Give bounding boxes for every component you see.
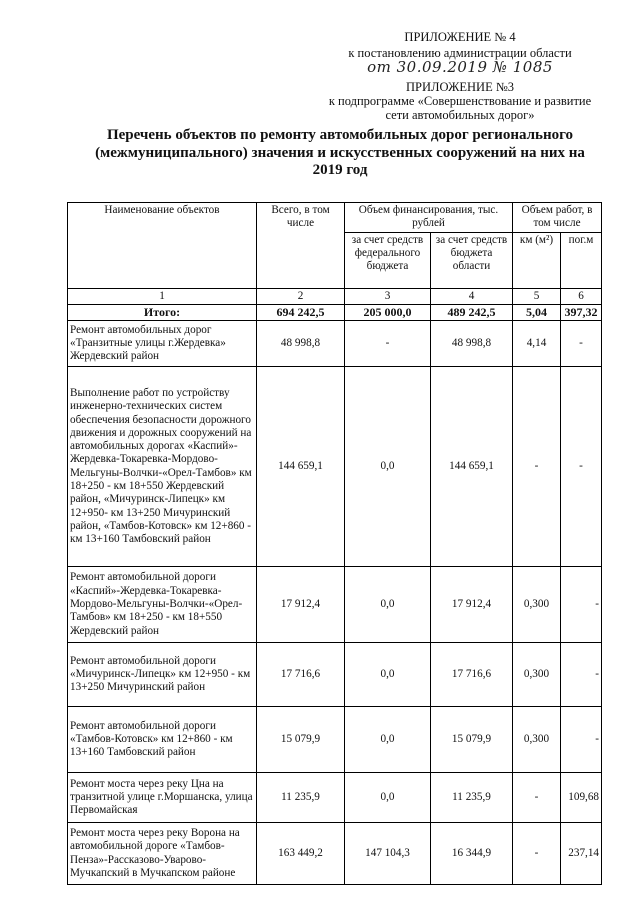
table-row [68, 367, 602, 567]
object-km: 4,14 [513, 321, 561, 367]
object-regional: 16 344,9 [431, 823, 513, 885]
total-label: Итого: [68, 304, 257, 320]
object-regional: 48 998,8 [431, 321, 513, 367]
object-linear-m: - [561, 643, 602, 707]
object-federal: 0,0 [345, 567, 431, 643]
column-numbers-row [68, 288, 602, 304]
object-name: Ремонт автомобильной дороги «Тамбов-Котовск» км 12+860 - км 13+160 Тамбовский район [68, 707, 257, 773]
objects-table [67, 202, 602, 885]
table-row [68, 643, 602, 707]
total-km: 5,04 [513, 304, 561, 320]
column-number: 4 [431, 288, 513, 304]
header-linear-m: пог.м [561, 232, 602, 288]
object-total: 17 716,6 [257, 643, 345, 707]
total-regional: 489 242,5 [431, 304, 513, 320]
handwritten-date-number: от 30.09.2019 № 1085 [367, 58, 553, 76]
subprogram-line-2: сети автомобильных дорог» [385, 108, 535, 122]
object-linear-m: - [561, 367, 602, 567]
column-number: 6 [561, 288, 602, 304]
header-federal: за счет средств федерального бюджета [345, 232, 431, 288]
header-km: км (м²) [513, 232, 561, 288]
table-row [68, 773, 602, 823]
object-km: 0,300 [513, 707, 561, 773]
table-row [68, 567, 602, 643]
object-km: - [513, 823, 561, 885]
object-km: - [513, 773, 561, 823]
object-linear-m: 109,68 [561, 773, 602, 823]
total-sum: 694 242,5 [257, 304, 345, 320]
object-total: 17 912,4 [257, 567, 345, 643]
object-federal: - [345, 321, 431, 367]
object-linear-m: - [561, 321, 602, 367]
object-federal: 0,0 [345, 643, 431, 707]
object-regional: 11 235,9 [431, 773, 513, 823]
object-total: 15 079,9 [257, 707, 345, 773]
column-number: 3 [345, 288, 431, 304]
total-linear-m: 397,32 [561, 304, 602, 320]
object-federal: 0,0 [345, 773, 431, 823]
object-regional: 17 716,6 [431, 643, 513, 707]
object-linear-m: - [561, 707, 602, 773]
header-regional: за счет средств бюджета области [431, 232, 513, 288]
column-number: 5 [513, 288, 561, 304]
appendix-4-heading: ПРИЛОЖЕНИЕ № 4 [404, 30, 516, 44]
object-federal: 0,0 [345, 367, 431, 567]
resolution-reference: к постановлению администрации области [348, 46, 572, 60]
object-name: Ремонт моста через реку Ворона на автомобильной дороге «Тамбов-Пенза»-Рассказово-Уварово-Мучкапский в Мучкапском районе [68, 823, 257, 885]
object-name: Ремонт автомобильной дороги «Каспий»-Жердевка-Токаревка-Мордово-Мельгуны-Волчки-«Орел-Тамбов» км 18+250 - км 18+550 Жердевский район [68, 567, 257, 643]
object-name: Ремонт автомобильной дороги «Мичуринск-Липецк» км 12+950 - км 13+250 Мичуринский район [68, 643, 257, 707]
object-total: 144 659,1 [257, 367, 345, 567]
table-row [68, 321, 602, 367]
subprogram-line-1: к подпрограмме «Совершенствование и развитие [328, 94, 592, 108]
header-name: Наименование объектов [68, 203, 257, 289]
column-number: 1 [68, 288, 257, 304]
object-linear-m: 237,14 [561, 823, 602, 885]
object-name: Ремонт моста через реку Цна на транзитной улице г.Моршанска, улица Первомайская [68, 773, 257, 823]
total-row [68, 304, 602, 320]
document-title: Перечень объектов по ремонту автомобильных дорог регионального (межмуниципального) значения и искусственных сооружений на них на 2019 год [95, 127, 585, 178]
header-total: Всего, в том числе [257, 203, 345, 289]
object-total: 163 449,2 [257, 823, 345, 885]
object-name: Выполнение работ по устройству инженерно-технических систем обеспечения безопасности дорожного движения и дорожных сооружений на автомобильных дорогах «Каспий»-Жердевка-Токаревка-Мордово-Мельгуны-Волчки-«Орел-Тамбов» км 18+250 - км 18+550 Жердевский район, «Мичуринск-Липецк» км 12+950- км 13+250 Мичуринский район, «Тамбов-Котовск» км 12+860 - км 13+160 Тамбовский район [68, 367, 257, 567]
header-financing: Объем финансирования, тыс. рублей [345, 203, 513, 233]
object-km: 0,300 [513, 567, 561, 643]
object-linear-m: - [561, 567, 602, 643]
appendix-3-heading: ПРИЛОЖЕНИЕ №3 [405, 80, 515, 94]
table-row [68, 707, 602, 773]
object-regional: 17 912,4 [431, 567, 513, 643]
object-km: - [513, 367, 561, 567]
total-federal: 205 000,0 [345, 304, 431, 320]
table-row [68, 823, 602, 885]
object-regional: 144 659,1 [431, 367, 513, 567]
object-total: 48 998,8 [257, 321, 345, 367]
object-km: 0,300 [513, 643, 561, 707]
column-number: 2 [257, 288, 345, 304]
object-regional: 15 079,9 [431, 707, 513, 773]
object-federal: 147 104,3 [345, 823, 431, 885]
header-work-volume: Объем работ, в том числе [513, 203, 602, 233]
object-name: Ремонт автомобильных дорог «Транзитные улицы г.Жердевка» Жердевский район [68, 321, 257, 367]
object-total: 11 235,9 [257, 773, 345, 823]
object-federal: 0,0 [345, 707, 431, 773]
